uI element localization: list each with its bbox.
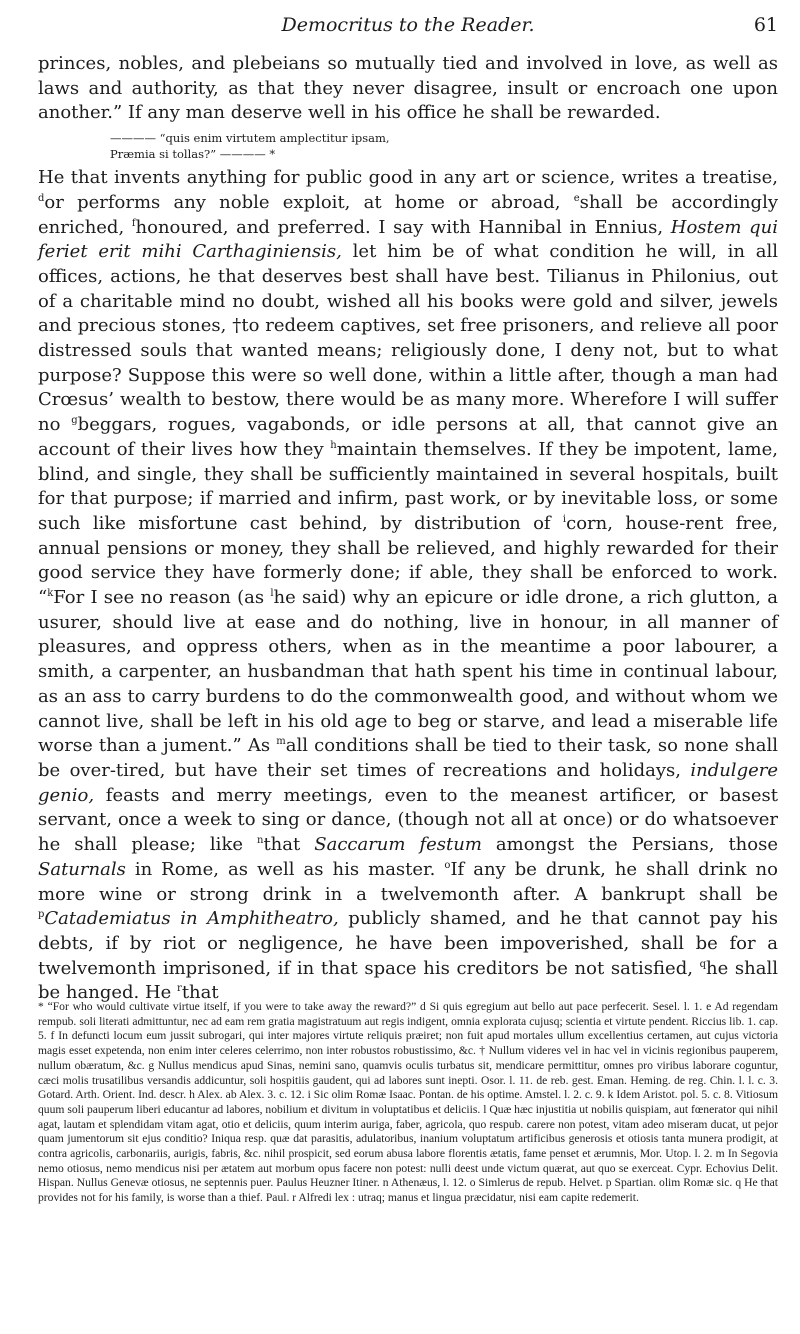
text-run: If any be drunk, he shall drink no more wine or strong drink in a twelvemonth after. A bankrupt shall be: [38, 858, 778, 905]
footnote-marker: k: [47, 588, 54, 600]
latin-phrase: Hostem qui feriet erit mihi Carthaginiensis,: [38, 216, 778, 263]
text-run: amongst the Persians, those: [481, 834, 778, 856]
text-run: all conditions shall be tied to their task, so none shall be over-tired, but have their set times of recreations and holidays,: [38, 735, 778, 781]
text-run: in Rome, as well as his master.: [125, 858, 445, 880]
footnote-marker: m: [276, 736, 286, 748]
text-run: corn, house-rent free, annual pensions or money, they shall be relieved, and highly rewarded for their good service they have formerly done; if able, they shall be enforced to work. “: [38, 512, 778, 609]
latin-phrase: indulgere genio,: [38, 759, 778, 806]
text-run: publicly shamed, and he that cannot pay his debts, if by riot or negligence, he have been impoverished, shall be for a twelvemonth imprisoned, if in that space his creditors be not satisfied,: [38, 908, 779, 979]
text-run: For I see no reason (as: [53, 587, 271, 609]
running-title: Democritus to the Reader.: [281, 14, 535, 36]
text-run: let him be of what condition he will, in all offices, actions, he that deserves best shall have best. Tilianus in Philonius, out of a charitable mind no doubt, wished all his books were gold and silver, jewels and precious stones, †to redeem captives, set free prisoners, and relieve all poor distressed souls that wanted means; religiously done, I deny not, but to what purpose? Suppose this were so well done, within a little after, though a man had Crœsus’ wealth to bestow, there would be as many more. Wherefore I will suffer no: [38, 241, 778, 436]
verse-line: ———— “quis enim virtutem amplectitur ipsam,: [110, 131, 390, 146]
footnote-marker: h: [330, 439, 337, 451]
paragraph-main: [38, 166, 778, 1006]
paragraph-continuation: princes, nobles, and plebeians so mutually tied and involved in love, as well as laws and authority, as that they never disagree, insult or encroach one upon another.” If any man deserve well in his office he shall be rewarded.: [38, 53, 778, 124]
latin-phrase: Saturnals: [38, 858, 126, 880]
text-run: feasts and merry meetings, even to the meanest artificer, or basest servant, once a week to sing or dance, (though not all at once) or do whatsoever he shall please; like: [38, 784, 778, 856]
footnote-marker: f: [131, 217, 136, 229]
text-run: shall be accordingly enriched,: [38, 191, 778, 238]
footnote-marker: p: [38, 909, 45, 921]
text-run: He that invents anything for public good in any art or science, writes a treatise,: [38, 167, 778, 189]
footnote-marker: e: [573, 192, 580, 204]
text-run: or performs any noble exploit, at home or abroad,: [44, 191, 574, 213]
body-text: [38, 52, 778, 1006]
text-run: he said) why an epicure or idle drone, a rich glutton, a usurer, should live at ease and do nothing, live in honour, in all manner of pleasures, and oppress others, when as in the meantime a poor labourer, a smith, a carpenter, an husbandman that hath spent his time in continual labour, as an ass to carry burdens to do the commonwealth good, and without whom we cannot live, shall be left in his old age to beg or starve, and lead a miserable life worse than a jument.” As: [38, 587, 778, 757]
footnote-marker: n: [257, 835, 264, 847]
footnotes: [38, 1000, 778, 1206]
footnote-marker: d: [38, 192, 45, 204]
text-run: honoured, and preferred. I say with Hannibal in Ennius,: [135, 216, 671, 238]
verse-quotation: [38, 130, 778, 162]
page-number: 61: [753, 14, 778, 36]
latin-phrase: Saccarum festum: [314, 834, 482, 856]
footnote-marker: i: [562, 513, 567, 525]
page: [38, 0, 778, 1006]
text-run: he shall be hanged. He: [38, 957, 778, 1004]
footnote-marker: r: [177, 983, 182, 995]
text-run: maintain themselves. If they be impotent, lame, blind, and single, they shall be sufficiently maintained in several hospitals, built for that purpose; if married and infirm, past work, or by inevitable loss, or some such like misfortune cast behind, by distribution of: [38, 438, 778, 534]
verse-line: Præmia si tollas?” ———— *: [110, 147, 276, 162]
footnote-marker: q: [699, 958, 707, 970]
latin-phrase: Catademiatus in Amphitheatro,: [44, 908, 339, 930]
footnote-marker: o: [444, 859, 451, 871]
running-header: [38, 0, 778, 42]
footnote-marker: l: [270, 588, 274, 600]
text-run: beggars, rogues, vagabonds, or idle persons at all, that cannot give an account of their lives how they: [38, 414, 778, 460]
text-run: that: [181, 982, 219, 1004]
footnote-marker: g: [71, 415, 78, 427]
text-run: that: [263, 834, 315, 856]
footnotes-text: * “For who would cultivate virtue itself, if you were to take away the reward?” d Si quis egregium aut bello aut pace perfecerit. Sesel. l. 1. e Ad regendam rempub. soli literati admittuntur, nec ad eam rem gratia magistratuum aut regis indigent, omnia explorata cujusq; scientia et virtute pendent. Riccius lib. 1. cap. 5. f In defuncti locum eum jussit subrogari, qui inter majores virtute reliquis præiret; non fuit apud mortales ullum excellentius certamen, aut cujus victoria magis esset expetenda, non enim inter celeres celerrimo, non inter robustos robustissimo, &c. † Nullum videres vel in hac vel in vicinis regionibus pauperem, nullum obæratum, &c. g Nullus mendicus apud Sinas, nemini sano, quamvis oculis turbatus sit, mendicare permittitur, omnes pro viribus laborare coguntur, cæci molis trusatilibus versandis addicuntur, soli hospitiis gaudent, qui ad labores sunt inepti. Osor. l. 11. de reb. gest. Eman. Heming. de reg. Chin. l. l. c. 3. Gotard. Arth. Orient. Ind. descr. h Alex. ab Alex. 3. c. 12. i Sic olim Romæ Isaac. Pontan. de his optime. Amstel. l. 2. c. 9. k Idem Aristot. pol. 5. c. 8. Vitiosum quum soli pauperum liberi educantur ad labores, nobilium et divitum in voluptatibus et deliciis. l Quæ hæc injustitia ut nobilis quispiam, aut fœnerator qui nihil agat, lautam et splendidam vitam agat, otio et deliciis, quum interim auriga, faber, agricola, quo respub. carere non potest, vitam adeo miseram ducat, ut pejor quam jumentorum sit ejus conditio? Iniqua resp. quæ dat parasitis, adulatoribus, inanium voluptatum artificibus generosis et otiosis tanta munera prodigit, at contra agricolis, carbonariis, aurigis, fabris, &c. nihil prospicit, sed eorum abusa labore florentis ætatis, fame penset et ærumnis, Mor. Utop. l. 2. m In Segovia nemo otiosus, nemo mendicus nisi per ætatem aut morbum opus facere non potest: nulli deest unde victum quærat, aut quo se exerceat. Cypr. Echovius Delit. Hispan. Nullus Genevæ otiosus, ne septennis puer. Paulus Heuzner Itiner. n Athenæus, l. 12. o Simlerus de repub. Helvet. p Spartian. olim Romæ sic. q He that provides not for his family, is worse than a thief. Paul. r Alfredi lex : utraq; manus et lingua præcidatur, nisi eam capite redemerit.: [38, 1000, 778, 1205]
